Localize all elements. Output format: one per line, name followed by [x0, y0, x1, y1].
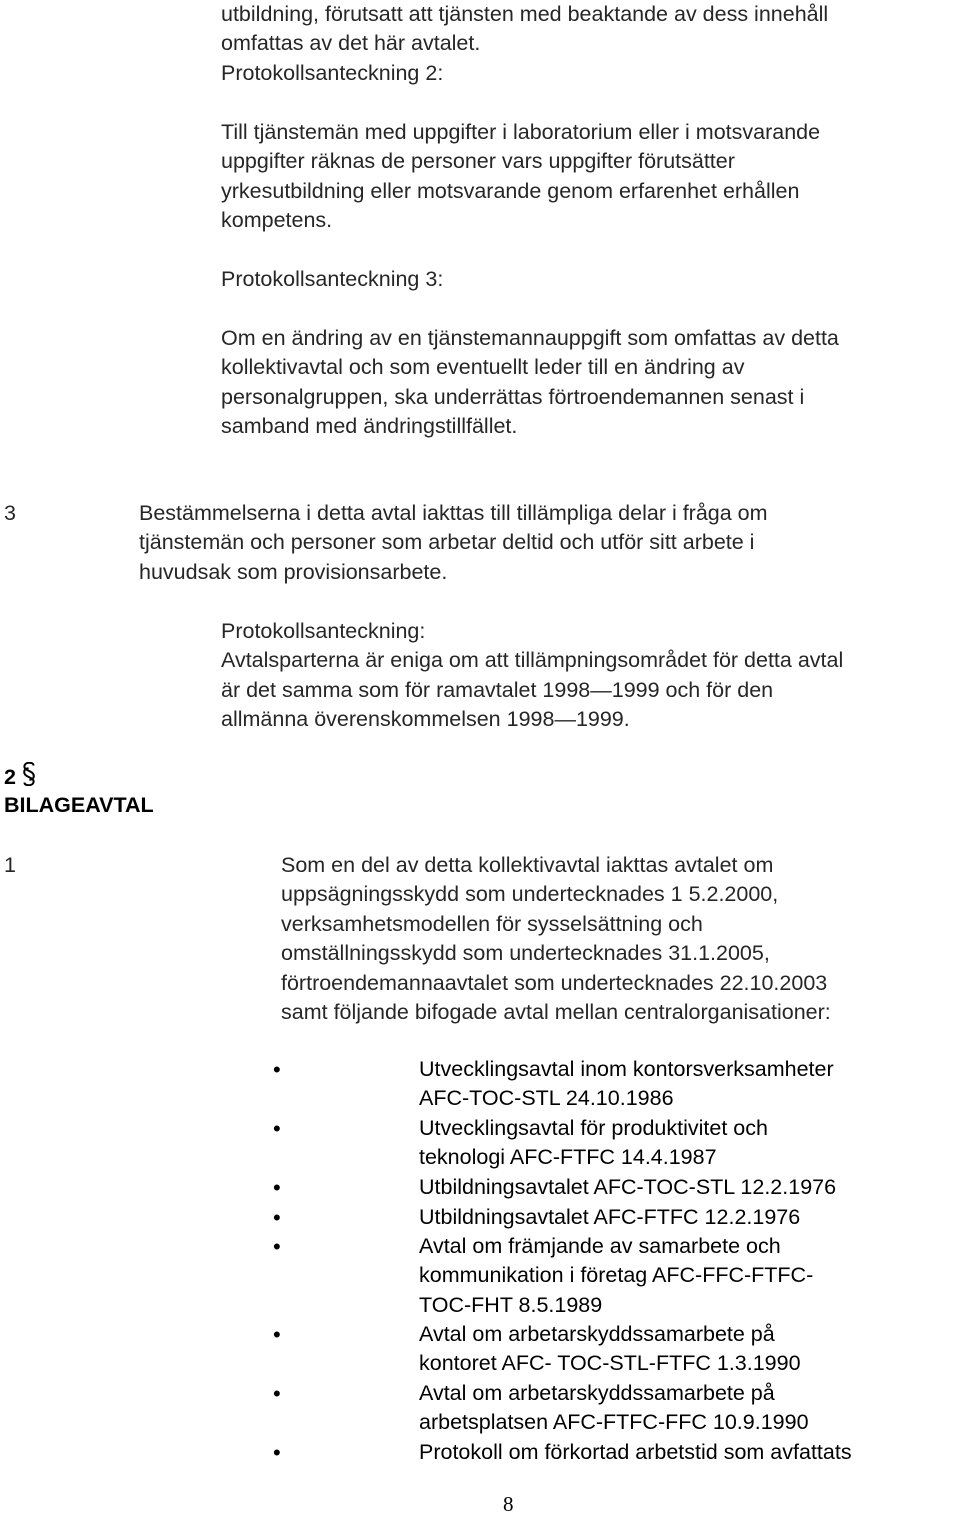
- text-line: kommunikation i företag AFC-FFC-FTFC-: [419, 1263, 814, 1288]
- bullet-icon: •: [273, 1322, 281, 1347]
- list-item: [419, 1379, 809, 1438]
- text-line: yrkesutbildning eller motsvarande genom erfarenhet erhållen: [221, 178, 800, 203]
- text-line: verksamhetsmodellen för sysselsättning och: [281, 911, 703, 936]
- text-line: Som en del av detta kollektivavtal iakttas avtalet om: [281, 853, 774, 877]
- text-line: är det samma som för ramavtalet 1998—1999 och för den: [221, 677, 774, 702]
- section-heading: [4, 762, 154, 821]
- list-item: [419, 1114, 768, 1173]
- list-item: [419, 1232, 813, 1320]
- text-line: Avtal om arbetarskyddssamarbete på: [419, 1381, 775, 1405]
- text-line: Om en ändring av en tjänstemannauppgift som omfattas av detta: [221, 325, 839, 350]
- bullet-icon: •: [273, 1234, 281, 1259]
- bullet-icon: •: [273, 1440, 281, 1465]
- text-line: TOC-FHT 8.5.1989: [419, 1292, 603, 1317]
- text-line: Utbildningsavtalet AFC-FTFC 12.2.1976: [419, 1205, 801, 1229]
- list-item: [419, 1320, 801, 1379]
- text-line: Avtalsparterna är eniga om att tillämpningsområdet för detta avtal: [221, 648, 844, 673]
- text-line: omfattas av det här avtalet.: [221, 31, 481, 56]
- text-line: AFC-TOC-STL 24.10.1986: [419, 1086, 674, 1111]
- protocol-note-scope: [221, 617, 843, 735]
- bullet-icon: •: [273, 1175, 281, 1200]
- text-line: uppsägningsskydd som undertecknades 1 5.2.2000,: [281, 882, 779, 907]
- text-line: huvudsak som provisionsarbete.: [139, 559, 448, 584]
- note-heading: Protokollsanteckning 2:: [221, 61, 444, 85]
- text-line: uppgifter räknas de personer vars uppgifter förutsätter: [221, 149, 735, 174]
- note-heading: Protokollsanteckning 3:: [221, 267, 444, 291]
- text-line: allmänna överenskommelsen 1998—1999.: [221, 707, 630, 732]
- text-line: arbetsplatsen AFC-FTFC-FFC 10.9.1990: [419, 1410, 809, 1435]
- section-sign-icon: [22, 762, 36, 794]
- list-item: [419, 1203, 800, 1232]
- text-line: Avtal om främjande av samarbete och: [419, 1234, 781, 1258]
- page-number: 8: [503, 1492, 514, 1516]
- text-line: Bestämmelserna i detta avtal iakttas till tillämpliga delar i fråga om: [139, 501, 768, 525]
- text-line: Utvecklingsavtal för produktivitet och: [419, 1116, 768, 1140]
- bullet-icon: •: [273, 1205, 281, 1230]
- text-line: personalgruppen, ska underrättas förtroendemannen senast i: [221, 384, 805, 409]
- list-item: [419, 1173, 836, 1202]
- bullet-icon: •: [273, 1116, 281, 1141]
- item-1-text: [281, 851, 831, 1027]
- protocol-note-2: [221, 59, 820, 235]
- text-line: kontoret AFC- TOC-STL-FTFC 1.3.1990: [419, 1351, 801, 1376]
- item-number: 3: [4, 501, 16, 525]
- text-line: Utbildningsavtalet AFC-TOC-STL 12.2.1976: [419, 1175, 837, 1199]
- text-line: kompetens.: [221, 207, 333, 232]
- bullet-icon: •: [273, 1057, 281, 1082]
- section-title: BILAGEAVTAL: [4, 793, 154, 818]
- text-line: Protokoll om förkortad arbetstid som avfattats: [419, 1440, 852, 1464]
- item-number: 1: [4, 853, 16, 877]
- text-line: Utvecklingsavtal inom kontorsverksamheter: [419, 1057, 834, 1081]
- list-item: [419, 1438, 852, 1467]
- text-line: förtroendemannaavtalet som undertecknades 22.10.2003: [281, 970, 828, 995]
- list-item: [419, 1055, 834, 1114]
- section-number: 2: [4, 764, 16, 789]
- item-3-text: [139, 499, 768, 587]
- text-line: kollektivavtal och som eventuellt leder till en ändring av: [221, 355, 745, 380]
- text-line: omställningsskydd som undertecknades 31.1.2005,: [281, 941, 770, 966]
- text-line: teknologi AFC-FTFC 14.4.1987: [419, 1145, 717, 1170]
- protocol-note-3: [221, 265, 839, 441]
- text-line: samband med ändringstillfället.: [221, 413, 518, 438]
- paragraph-continued: [221, 0, 828, 59]
- note-heading: Protokollsanteckning:: [221, 619, 426, 643]
- text-line: Till tjänstemän med uppgifter i laboratorium eller i motsvarande: [221, 119, 821, 144]
- text-line: tjänstemän och personer som arbetar deltid och utför sitt arbete i: [139, 530, 755, 555]
- text-line: samt följande bifogade avtal mellan centralorganisationer:: [281, 999, 831, 1024]
- text-line: Avtal om arbetarskyddssamarbete på: [419, 1322, 775, 1346]
- text-line: utbildning, förutsatt att tjänsten med beaktande av dess innehåll: [221, 2, 829, 26]
- bullet-icon: •: [273, 1381, 281, 1406]
